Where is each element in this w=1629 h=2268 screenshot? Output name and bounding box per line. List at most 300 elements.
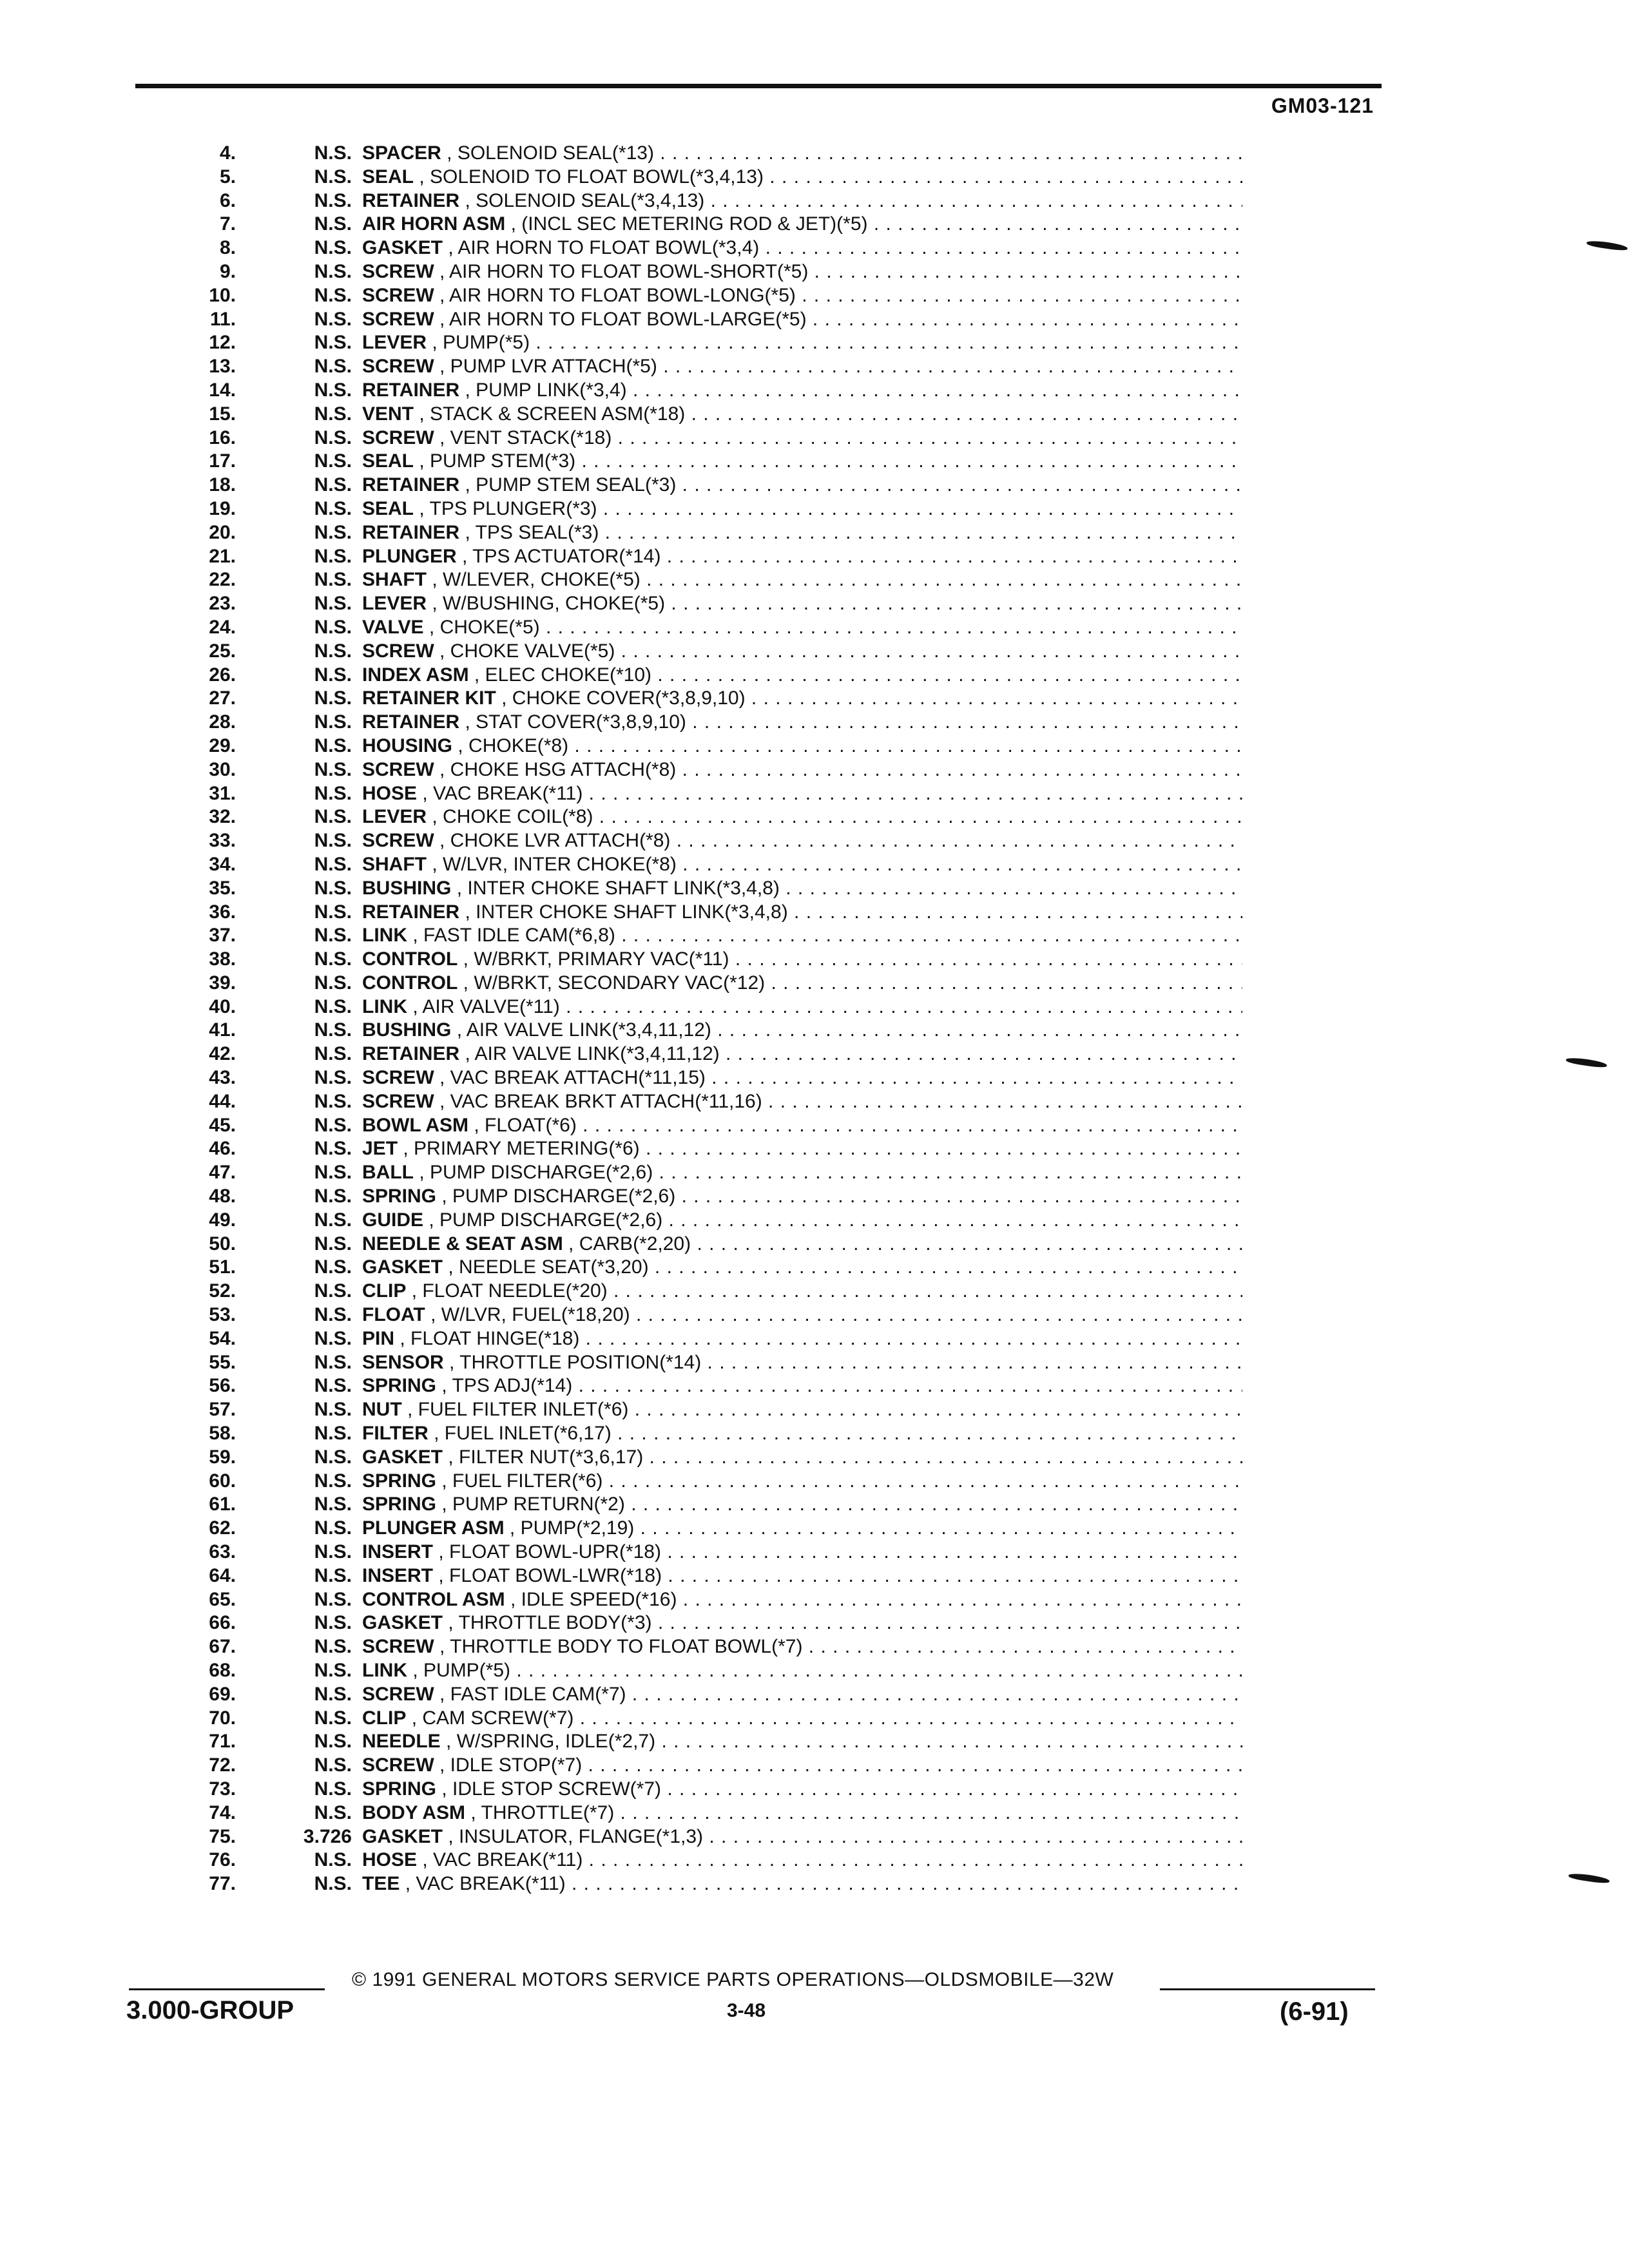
item-number: 17.	[209, 450, 236, 472]
item-number: 50.	[209, 1233, 236, 1254]
part-description	[352, 1446, 1242, 1470]
part-name: SCREW	[362, 308, 434, 330]
part-detail: , W/LEVER, CHOKE(*5)	[432, 569, 641, 591]
part-description	[352, 1422, 1242, 1446]
list-item	[147, 1588, 1242, 1612]
part-number: N.S.	[314, 356, 352, 378]
list-item	[147, 1303, 1242, 1327]
part-number: N.S.	[314, 1683, 352, 1705]
part-detail: , TPS ACTUATOR(*14)	[462, 545, 661, 567]
item-number: 12.	[209, 332, 236, 354]
part-name: NUT	[362, 1399, 402, 1421]
part-number: N.S.	[314, 972, 352, 994]
list-item	[147, 924, 1242, 948]
part-description	[352, 948, 1242, 972]
part-description	[352, 1588, 1242, 1612]
part-description	[352, 972, 1242, 995]
part-description	[352, 1398, 1242, 1422]
item-number: 25.	[209, 640, 236, 662]
part-number: N.S.	[314, 853, 352, 875]
list-item	[147, 260, 1242, 284]
part-detail: , CAM SCREW(*7)	[411, 1707, 574, 1729]
part-number: N.S.	[314, 1423, 352, 1445]
item-number: 77.	[209, 1873, 236, 1895]
part-detail: , THROTTLE BODY(*3)	[448, 1612, 652, 1634]
part-detail: , FLOAT(*6)	[474, 1114, 577, 1136]
item-number: 19.	[209, 497, 236, 519]
list-item	[147, 1611, 1242, 1635]
item-number: 74.	[209, 1802, 236, 1823]
item-number: 42.	[209, 1043, 236, 1065]
part-name: RETAINER	[362, 901, 460, 923]
part-name: SEAL	[362, 166, 414, 187]
part-description	[352, 1730, 1242, 1754]
part-number: N.S.	[314, 1090, 352, 1112]
part-name: RETAINER KIT	[362, 687, 496, 709]
part-detail: , NEEDLE SEAT(*3,20)	[448, 1256, 649, 1278]
part-detail: , INTER CHOKE SHAFT LINK(*3,4,8)	[465, 901, 788, 923]
part-name: SHAFT	[362, 569, 427, 591]
part-description	[352, 403, 1242, 427]
item-number: 66.	[209, 1612, 236, 1634]
part-description	[352, 1161, 1242, 1185]
part-description	[352, 1090, 1242, 1114]
part-description	[352, 1707, 1242, 1731]
part-detail: , AIR HORN TO FLOAT BOWL(*3,4)	[448, 237, 760, 259]
part-description	[352, 260, 1242, 284]
part-number: N.S.	[314, 545, 352, 567]
item-number: 52.	[209, 1280, 236, 1302]
part-number: N.S.	[314, 474, 352, 496]
part-name: GASKET	[362, 1256, 443, 1278]
part-number: N.S.	[314, 1256, 352, 1278]
part-description	[352, 901, 1242, 925]
item-number: 27.	[209, 687, 236, 709]
part-description	[352, 1541, 1242, 1564]
part-detail: , AIR HORN TO FLOAT BOWL-LONG(*5)	[439, 284, 796, 306]
item-number: 10.	[209, 284, 236, 306]
part-number: N.S.	[314, 379, 352, 401]
part-description	[352, 355, 1242, 379]
part-detail: , TPS PLUNGER(*3)	[419, 497, 597, 519]
part-number: N.S.	[314, 1660, 352, 1681]
part-description	[352, 592, 1242, 616]
part-name: FLOAT	[362, 1304, 425, 1326]
part-description	[352, 236, 1242, 260]
part-detail: , THROTTLE POSITION(*14)	[449, 1351, 702, 1373]
item-number: 71.	[209, 1731, 236, 1753]
list-item	[147, 521, 1242, 545]
item-number: 75.	[209, 1825, 236, 1847]
part-name: CLIP	[362, 1707, 407, 1729]
part-name: CONTROL ASM	[362, 1588, 505, 1610]
part-name: AIR HORN ASM	[362, 213, 506, 235]
item-number: 32.	[209, 806, 236, 828]
part-detail: , VAC BREAK ATTACH(*11,15)	[439, 1067, 706, 1089]
part-name: SCREW	[362, 356, 434, 378]
part-number: N.S.	[314, 1186, 352, 1207]
part-detail: , PUMP DISCHARGE(*2,6)	[441, 1186, 676, 1207]
item-number: 7.	[219, 213, 236, 235]
item-number: 21.	[209, 545, 236, 567]
part-name: GASKET	[362, 237, 443, 259]
item-number: 23.	[209, 593, 236, 615]
part-name: RETAINER	[362, 379, 460, 401]
part-detail: , STACK & SCREEN ASM(*18)	[419, 403, 686, 425]
list-item	[147, 1683, 1242, 1707]
part-description	[352, 474, 1242, 497]
part-detail: , PRIMARY METERING(*6)	[403, 1138, 640, 1160]
part-detail: , THROTTLE(*7)	[470, 1802, 615, 1823]
part-description	[352, 1209, 1242, 1233]
part-number: N.S.	[314, 1209, 352, 1231]
part-description	[352, 331, 1242, 355]
part-description	[352, 497, 1242, 521]
part-detail: , TPS SEAL(*3)	[465, 521, 599, 543]
list-item	[147, 1374, 1242, 1398]
list-item	[147, 474, 1242, 497]
part-name: SPRING	[362, 1375, 437, 1397]
part-detail: , CHOKE VALVE(*5)	[439, 640, 615, 662]
part-detail: , W/LVR, FUEL(*18,20)	[430, 1304, 630, 1326]
item-number: 72.	[209, 1754, 236, 1776]
list-item	[147, 497, 1242, 521]
part-name: BUSHING	[362, 1019, 452, 1041]
part-detail: , FUEL FILTER(*6)	[441, 1470, 603, 1492]
part-detail: , PUMP STEM(*3)	[419, 450, 576, 472]
binding-mark	[1586, 240, 1628, 252]
item-number: 16.	[209, 427, 236, 448]
item-number: 65.	[209, 1588, 236, 1610]
part-detail: , CHOKE COIL(*8)	[432, 806, 593, 828]
part-name: SHAFT	[362, 853, 427, 875]
part-detail: , AIR HORN TO FLOAT BOWL-LARGE(*5)	[439, 308, 807, 330]
item-number: 55.	[209, 1351, 236, 1373]
part-name: SPRING	[362, 1186, 437, 1207]
item-number: 54.	[209, 1327, 236, 1349]
part-detail: , FLOAT BOWL-UPR(*18)	[438, 1541, 661, 1563]
list-item	[147, 687, 1242, 711]
part-description	[352, 1303, 1242, 1327]
part-description	[352, 664, 1242, 687]
part-number: N.S.	[314, 1351, 352, 1373]
item-number: 40.	[209, 995, 236, 1017]
item-number: 53.	[209, 1304, 236, 1326]
list-item	[147, 640, 1242, 664]
item-number: 68.	[209, 1660, 236, 1681]
part-detail: , IDLE STOP SCREW(*7)	[441, 1778, 662, 1800]
part-description	[352, 1019, 1242, 1043]
part-detail: , W/BRKT, PRIMARY VAC(*11)	[463, 948, 729, 970]
part-detail: , INSULATOR, FLANGE(*1,3)	[448, 1825, 704, 1847]
footer-date: (6-91)	[1280, 1997, 1349, 2026]
part-description	[352, 1043, 1242, 1066]
item-number: 56.	[209, 1375, 236, 1397]
part-detail: , PUMP(*5)	[432, 332, 530, 354]
part-name: SCREW	[362, 284, 434, 306]
part-name: RETAINER	[362, 1043, 460, 1065]
part-name: PLUNGER ASM	[362, 1517, 505, 1539]
part-detail: , SOLENOID SEAL(*13)	[447, 142, 654, 164]
part-detail: , FAST IDLE CAM(*7)	[439, 1683, 626, 1705]
part-number: N.S.	[314, 1517, 352, 1539]
part-detail: , CHOKE(*8)	[458, 735, 569, 756]
part-name: SCREW	[362, 1754, 434, 1776]
part-name: INSERT	[362, 1541, 434, 1563]
part-description	[352, 1872, 1242, 1896]
part-description	[352, 924, 1242, 948]
part-name: SCREW	[362, 1683, 434, 1705]
part-detail: , W/LVR, INTER CHOKE(*8)	[432, 853, 677, 875]
item-number: 22.	[209, 569, 236, 591]
part-description	[352, 805, 1242, 829]
part-description	[352, 142, 1242, 166]
part-description	[352, 1754, 1242, 1778]
part-description	[352, 545, 1242, 569]
part-name: HOSE	[362, 1849, 418, 1871]
part-detail: , INTER CHOKE SHAFT LINK(*3,4,8)	[456, 877, 780, 899]
item-number: 47.	[209, 1162, 236, 1184]
part-number: N.S.	[314, 1849, 352, 1871]
part-number: N.S.	[314, 901, 352, 923]
part-name: SPRING	[362, 1470, 437, 1492]
list-item	[147, 1825, 1242, 1849]
list-item	[147, 758, 1242, 782]
list-item	[147, 735, 1242, 758]
part-name: LINK	[362, 925, 407, 947]
item-number: 46.	[209, 1138, 236, 1160]
item-number: 59.	[209, 1446, 236, 1468]
part-name: BOWL ASM	[362, 1114, 468, 1136]
part-description	[352, 1137, 1242, 1161]
part-number: N.S.	[314, 948, 352, 970]
item-number: 76.	[209, 1849, 236, 1871]
part-name: SCREW	[362, 427, 434, 448]
part-number: N.S.	[314, 782, 352, 804]
part-description	[352, 1517, 1242, 1541]
part-number: N.S.	[314, 450, 352, 472]
part-number: N.S.	[314, 308, 352, 330]
part-description	[352, 711, 1242, 735]
part-detail: , VAC BREAK(*11)	[422, 1849, 583, 1871]
part-description	[352, 568, 1242, 592]
part-number: N.S.	[314, 1754, 352, 1776]
part-number: N.S.	[314, 1067, 352, 1089]
part-number: N.S.	[314, 1731, 352, 1753]
item-number: 41.	[209, 1019, 236, 1041]
part-detail: , W/SPRING, IDLE(*2,7)	[446, 1731, 656, 1753]
part-number: 3.726	[303, 1825, 352, 1847]
part-name: GASKET	[362, 1446, 443, 1468]
part-detail: , FLOAT HINGE(*18)	[400, 1327, 580, 1349]
item-number: 24.	[209, 616, 236, 638]
part-description	[352, 735, 1242, 758]
part-name: BALL	[362, 1162, 414, 1184]
part-description	[352, 213, 1242, 236]
item-number: 4.	[219, 142, 236, 164]
part-detail: , PUMP(*5)	[412, 1660, 511, 1681]
part-number: N.S.	[314, 687, 352, 709]
part-description	[352, 687, 1242, 711]
part-number: N.S.	[314, 260, 352, 282]
part-description	[352, 853, 1242, 877]
part-description	[352, 1802, 1242, 1825]
list-item	[147, 805, 1242, 829]
part-detail: , FLOAT NEEDLE(*20)	[411, 1280, 608, 1302]
part-description	[352, 782, 1242, 806]
list-item	[147, 379, 1242, 403]
part-description	[352, 166, 1242, 189]
top-rule	[135, 84, 1382, 88]
part-name: LINK	[362, 995, 407, 1017]
part-name: HOSE	[362, 782, 418, 804]
list-item	[147, 1280, 1242, 1303]
part-detail: , PUMP STEM SEAL(*3)	[465, 474, 677, 496]
footer-rule-right	[1160, 1988, 1375, 1990]
list-item	[147, 1233, 1242, 1256]
item-number: 33.	[209, 830, 236, 852]
list-item	[147, 664, 1242, 687]
part-name: INSERT	[362, 1564, 434, 1586]
part-number: N.S.	[314, 1375, 352, 1397]
part-number: N.S.	[314, 1019, 352, 1041]
list-item	[147, 1802, 1242, 1825]
part-description	[352, 308, 1242, 332]
part-number: N.S.	[314, 664, 352, 686]
item-number: 35.	[209, 877, 236, 899]
item-number: 11.	[209, 308, 236, 330]
list-item	[147, 1137, 1242, 1161]
list-item	[147, 1351, 1242, 1375]
part-detail: , PUMP LVR ATTACH(*5)	[439, 356, 657, 378]
part-name: NEEDLE	[362, 1731, 441, 1753]
part-number: N.S.	[314, 427, 352, 448]
part-description	[352, 877, 1242, 901]
list-item	[147, 331, 1242, 355]
part-description	[352, 450, 1242, 474]
item-number: 31.	[209, 782, 236, 804]
part-description	[352, 829, 1242, 853]
part-number: N.S.	[314, 1707, 352, 1729]
part-detail: , VAC BREAK(*11)	[405, 1873, 566, 1895]
part-number: N.S.	[314, 1470, 352, 1492]
part-name: CONTROL	[362, 948, 458, 970]
parts-list	[147, 142, 1242, 1896]
part-number: N.S.	[314, 735, 352, 756]
part-detail: , CHOKE LVR ATTACH(*8)	[439, 830, 671, 852]
list-item	[147, 901, 1242, 925]
part-number: N.S.	[314, 1162, 352, 1184]
part-description	[352, 995, 1242, 1019]
list-item	[147, 592, 1242, 616]
part-description	[352, 379, 1242, 403]
part-detail: , FUEL FILTER INLET(*6)	[407, 1399, 629, 1421]
part-detail: , SOLENOID TO FLOAT BOWL(*3,4,13)	[419, 166, 764, 187]
part-detail: , FILTER NUT(*3,6,17)	[448, 1446, 644, 1468]
part-number: N.S.	[314, 1280, 352, 1302]
part-detail: , IDLE SPEED(*16)	[510, 1588, 677, 1610]
list-item	[147, 1659, 1242, 1683]
list-item	[147, 1256, 1242, 1280]
part-number: N.S.	[314, 1043, 352, 1065]
list-item	[147, 284, 1242, 308]
part-name: SEAL	[362, 497, 414, 519]
part-number: N.S.	[314, 142, 352, 164]
item-number: 49.	[209, 1209, 236, 1231]
part-number: N.S.	[314, 806, 352, 828]
part-number: N.S.	[314, 569, 352, 591]
part-detail: , FLOAT BOWL-LWR(*18)	[438, 1564, 662, 1586]
list-item	[147, 1635, 1242, 1659]
list-item	[147, 236, 1242, 260]
list-item	[147, 545, 1242, 569]
item-number: 15.	[209, 403, 236, 425]
item-number: 39.	[209, 972, 236, 994]
part-description	[352, 616, 1242, 640]
part-detail: , ELEC CHOKE(*10)	[474, 664, 652, 686]
item-number: 60.	[209, 1470, 236, 1492]
part-description	[352, 1849, 1242, 1872]
part-number: N.S.	[314, 1304, 352, 1326]
part-description	[352, 758, 1242, 782]
part-description	[352, 1493, 1242, 1517]
part-detail: , THROTTLE BODY TO FLOAT BOWL(*7)	[439, 1636, 803, 1658]
part-number: N.S.	[314, 593, 352, 615]
footer-copyright: © 1991 GENERAL MOTORS SERVICE PARTS OPERATIONS—OLDSMOBILE—32W	[352, 1969, 1114, 1990]
part-number: N.S.	[314, 1399, 352, 1421]
item-number: 63.	[209, 1541, 236, 1563]
item-number: 48.	[209, 1186, 236, 1207]
list-item	[147, 1541, 1242, 1564]
part-number: N.S.	[314, 640, 352, 662]
part-description	[352, 1114, 1242, 1138]
part-name: LEVER	[362, 332, 427, 354]
part-detail: , W/BUSHING, CHOKE(*5)	[432, 593, 666, 615]
list-item	[147, 853, 1242, 877]
part-number: N.S.	[314, 166, 352, 187]
item-number: 51.	[209, 1256, 236, 1278]
part-name: LEVER	[362, 593, 427, 615]
list-item	[147, 568, 1242, 592]
part-description	[352, 1683, 1242, 1707]
item-number: 64.	[209, 1564, 236, 1586]
document-code: GM03-121	[1271, 94, 1374, 117]
list-item	[147, 450, 1242, 474]
item-number: 29.	[209, 735, 236, 756]
part-name: SCREW	[362, 1067, 434, 1089]
part-name: SCREW	[362, 1090, 434, 1112]
part-description	[352, 1374, 1242, 1398]
part-number: N.S.	[314, 1802, 352, 1823]
part-detail: , (INCL SEC METERING ROD & JET)(*5)	[510, 213, 868, 235]
list-item	[147, 829, 1242, 853]
list-item	[147, 1209, 1242, 1233]
part-name: LINK	[362, 1660, 407, 1681]
part-detail: , TPS ADJ(*14)	[441, 1375, 573, 1397]
list-item	[147, 1730, 1242, 1754]
list-item	[147, 1564, 1242, 1588]
part-number: N.S.	[314, 332, 352, 354]
item-number: 26.	[209, 664, 236, 686]
list-item	[147, 782, 1242, 806]
part-description	[352, 189, 1242, 213]
list-item	[147, 142, 1242, 166]
part-detail: , AIR HORN TO FLOAT BOWL-SHORT(*5)	[439, 260, 809, 282]
part-detail: , CARB(*2,20)	[568, 1233, 691, 1254]
list-item	[147, 948, 1242, 972]
item-number: 8.	[219, 237, 236, 259]
part-detail: , AIR VALVE LINK(*3,4,11,12)	[465, 1043, 720, 1065]
